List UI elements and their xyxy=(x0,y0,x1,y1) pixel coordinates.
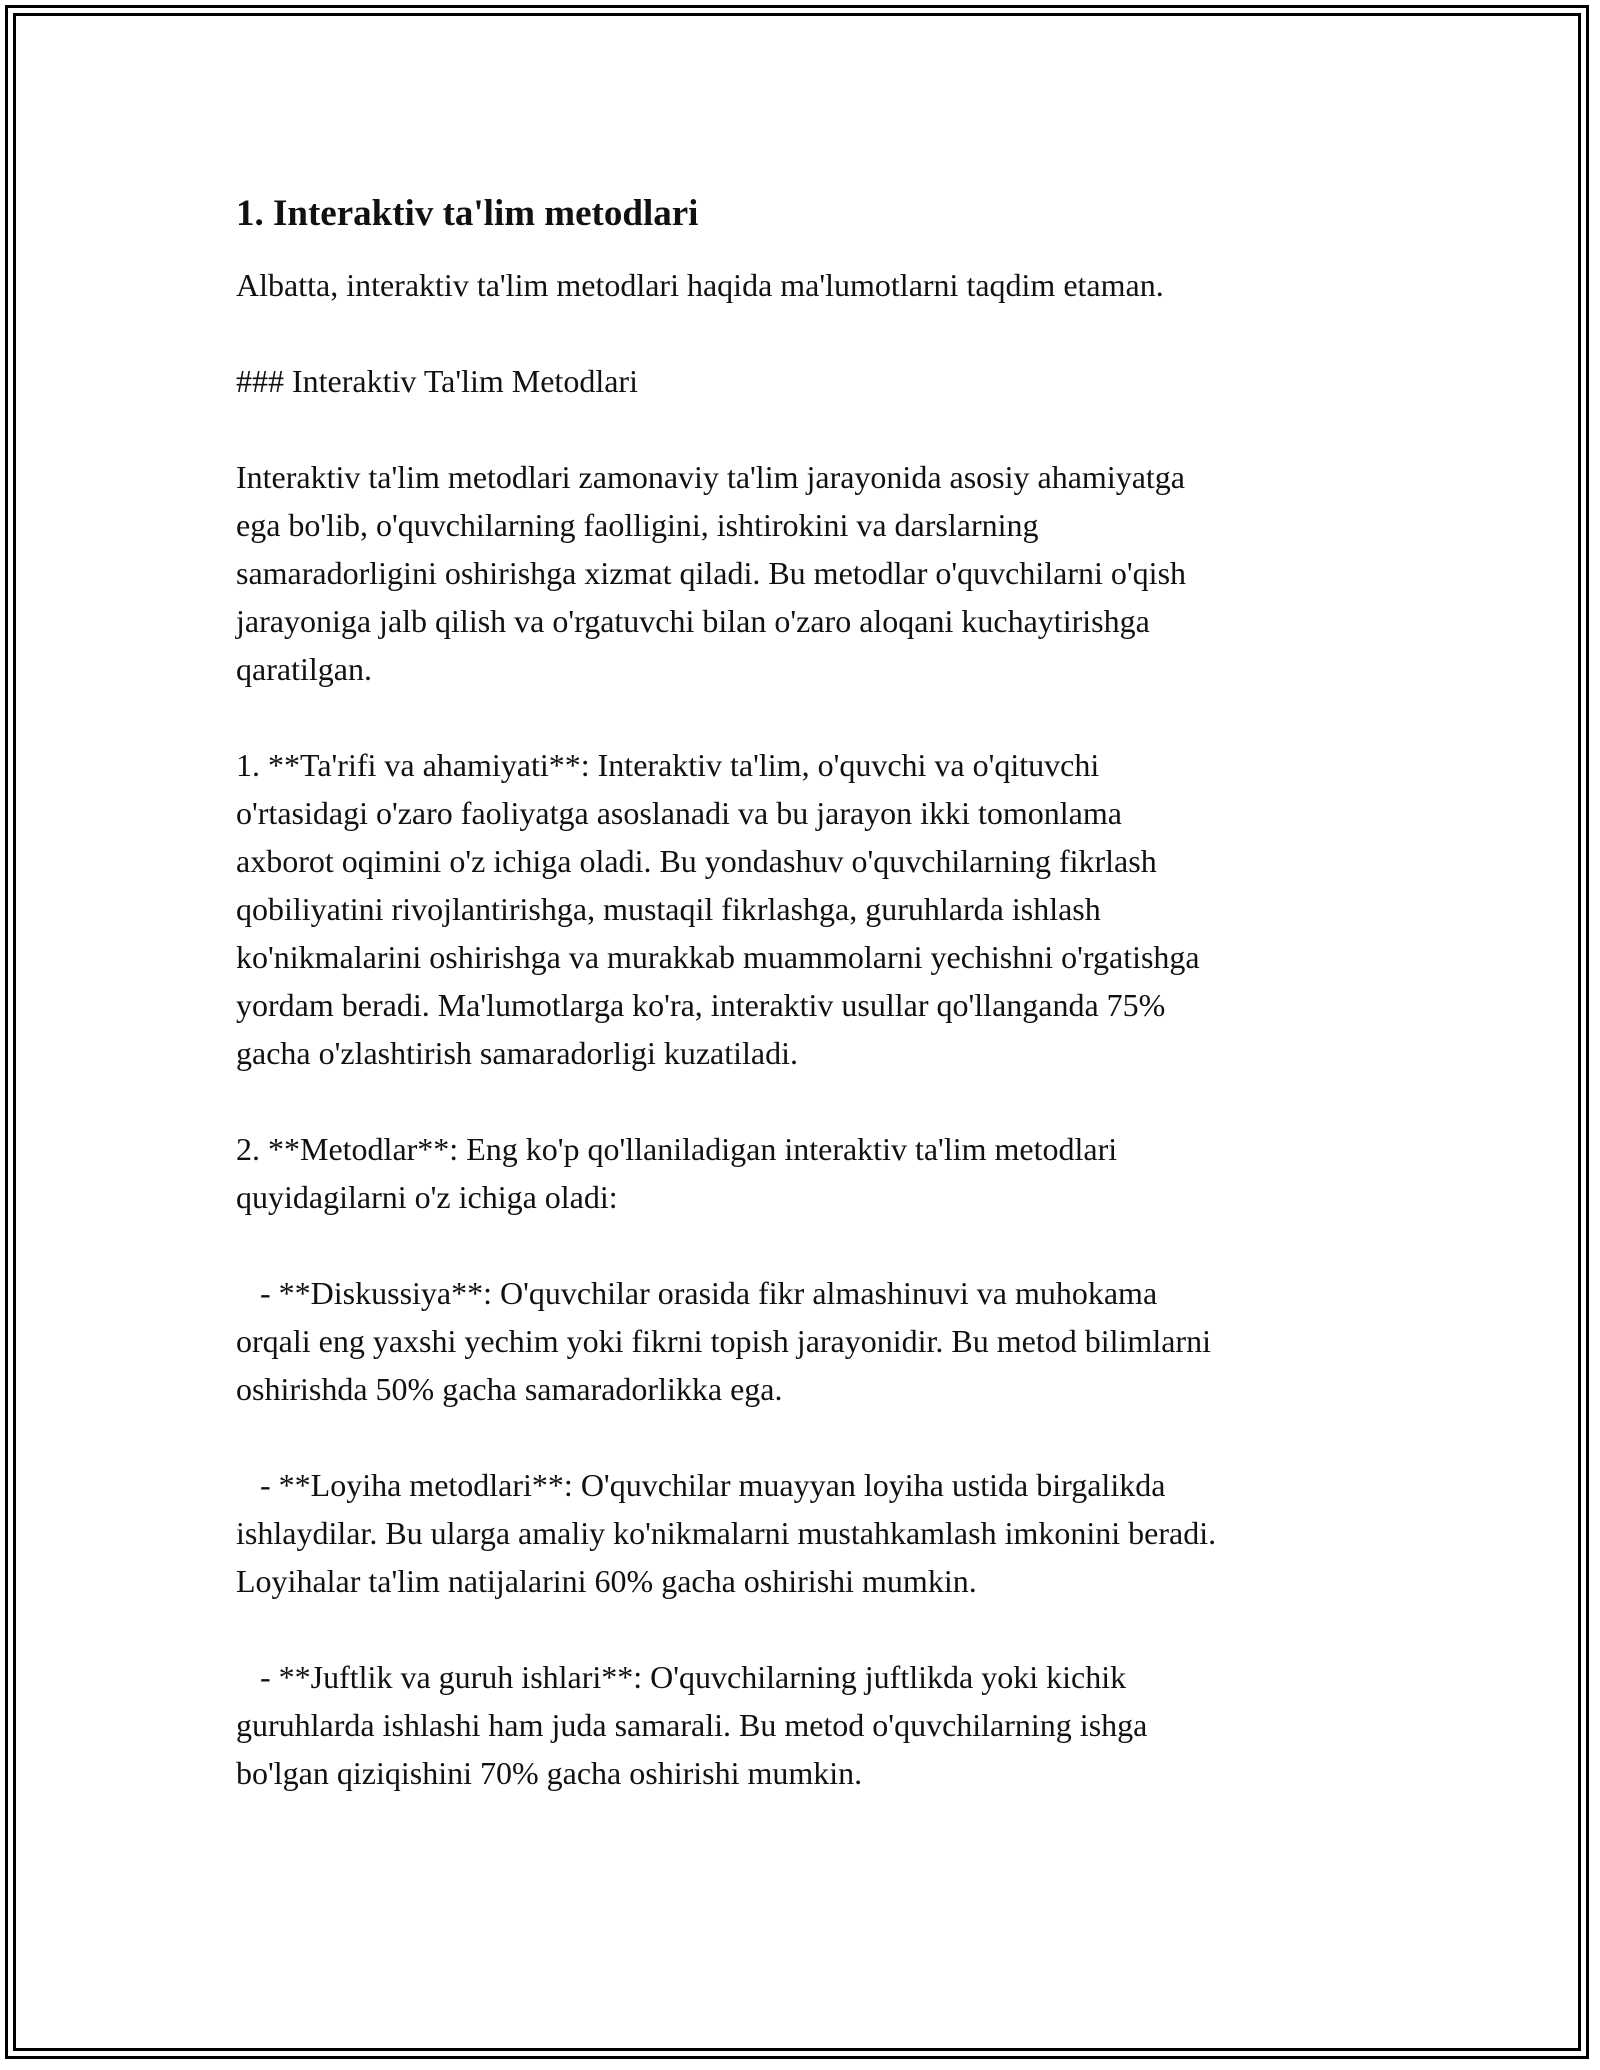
text-line: axborot oqimini o'z ichiga oladi. Bu yondashuv o'quvchilarning fikrlash xyxy=(236,843,1157,879)
paragraph-list xyxy=(236,261,1376,1797)
text-line: ishlaydilar. Bu ularga amaliy ko'nikmalarni mustahkamlash imkonini beradi. xyxy=(236,1515,1217,1551)
text-line: - **Loyiha metodlari**: O'quvchilar muayyan loyiha ustida birgalikda xyxy=(236,1467,1166,1503)
document-paragraph xyxy=(236,741,1376,1077)
text-line: Albatta, interaktiv ta'lim metodlari haqida ma'lumotlarni taqdim etaman. xyxy=(236,267,1164,303)
text-line: ko'nikmalarini oshirishga va murakkab muammolarni yechishni o'rgatishga xyxy=(236,939,1200,975)
document-paragraph xyxy=(236,1269,1376,1413)
text-line: guruhlarda ishlashi ham juda samarali. Bu metod o'quvchilarning ishga xyxy=(236,1707,1148,1743)
text-line: jarayoniga jalb qilish va o'rgatuvchi bilan o'zaro aloqani kuchaytirishga xyxy=(236,603,1150,639)
text-line: - **Juftlik va guruh ishlari**: O'quvchilarning juftlikda yoki kichik xyxy=(236,1659,1127,1695)
text-line: - **Diskussiya**: O'quvchilar orasida fikr almashinuvi va muhokama xyxy=(236,1275,1158,1311)
document-paragraph xyxy=(236,453,1376,693)
document-paragraph xyxy=(236,261,1376,309)
text-line: orqali eng yaxshi yechim yoki fikrni topish jarayonidir. Bu metod bilimlarni xyxy=(236,1323,1211,1359)
text-line: samaradorligini oshirishga xizmat qiladi. Bu metodlar o'quvchilarni o'qish xyxy=(236,555,1187,591)
text-line: gacha o'zlashtirish samaradorligi kuzatiladi. xyxy=(236,1035,799,1071)
document-paragraph xyxy=(236,1125,1376,1221)
text-line: ega bo'lib, o'quvchilarning faolligini, ishtirokini va darslarning xyxy=(236,507,1039,543)
text-line: qaratilgan. xyxy=(236,651,372,687)
text-line: o'rtasidagi o'zaro faoliyatga asoslanadi va bu jarayon ikki tomonlama xyxy=(236,795,1122,831)
text-line: oshirishda 50% gacha samaradorlikka ega. xyxy=(236,1371,783,1407)
document-heading: 1. Interaktiv ta'lim metodlari xyxy=(236,193,699,234)
text-line: bo'lgan qiziqishini 70% gacha oshirishi mumkin. xyxy=(236,1755,863,1791)
document-paragraph xyxy=(236,357,1376,405)
text-line: Interaktiv ta'lim metodlari zamonaviy ta'lim jarayonida asosiy ahamiyatga xyxy=(236,459,1185,495)
text-line: 2. **Metodlar**: Eng ko'p qo'llaniladigan interaktiv ta'lim metodlari xyxy=(236,1131,1118,1167)
text-line: yordam beradi. Ma'lumotlarga ko'ra, interaktiv usullar qo'llanganda 75% xyxy=(236,987,1166,1023)
document-body xyxy=(236,188,1376,1845)
text-line: ### Interaktiv Ta'lim Metodlari xyxy=(236,363,638,399)
document-paragraph xyxy=(236,1653,1376,1797)
text-line: qobiliyatini rivojlantirishga, mustaqil fikrlashga, guruhlarda ishlash xyxy=(236,891,1101,927)
text-line: quyidagilarni o'z ichiga oladi: xyxy=(236,1179,618,1215)
document-paragraph xyxy=(236,1461,1376,1605)
text-line: 1. **Ta'rifi va ahamiyati**: Interaktiv ta'lim, o'quvchi va o'qituvchi xyxy=(236,747,1100,783)
text-line: Loyihalar ta'lim natijalarini 60% gacha oshirishi mumkin. xyxy=(236,1563,977,1599)
